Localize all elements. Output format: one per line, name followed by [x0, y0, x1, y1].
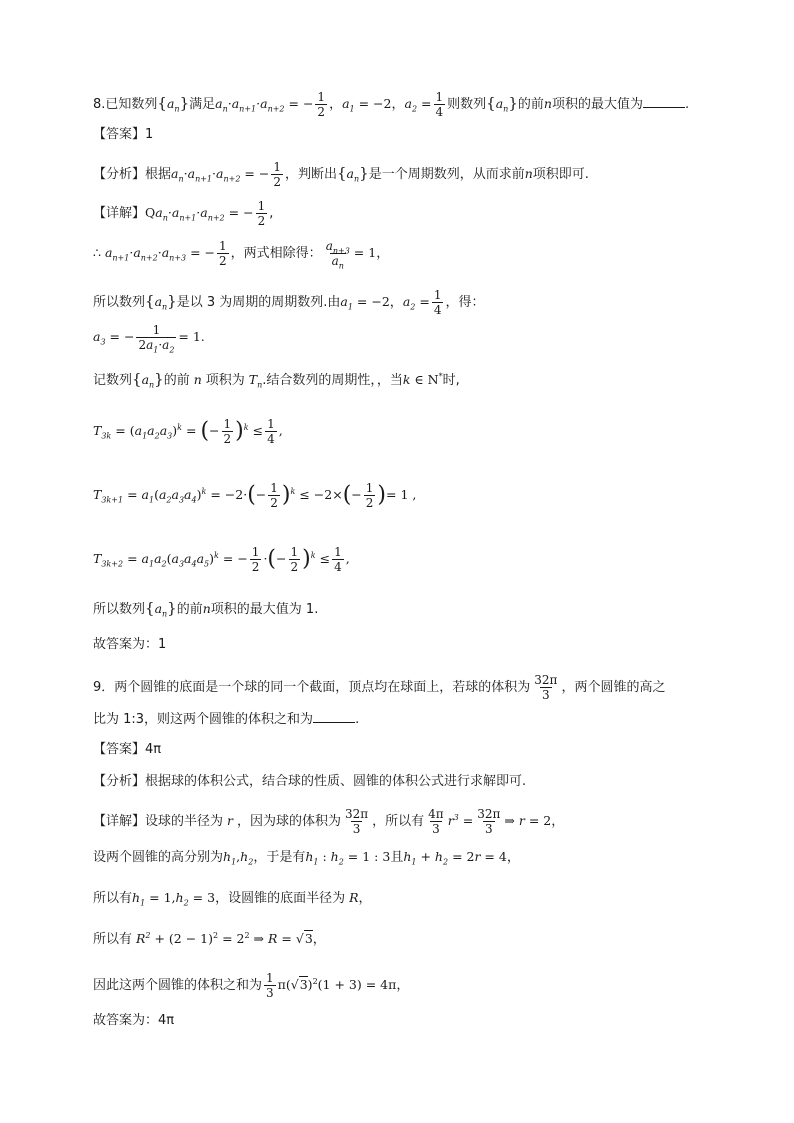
q8-answer: 【答案】1: [93, 127, 154, 142]
q8-final-answer: 故答案为：1: [93, 637, 167, 652]
q8-conclusion: 所以数列$\{a_n\}$的前n项积的最大值为 1.: [93, 599, 319, 619]
formula-a1: $a_1 = -2$: [342, 96, 392, 114]
q8-formula-T3k2: $T_{3k+2} = a_1a_2(a_3a_4a_5)^k$ = − $\frac{1}{2}$ ·(− $\frac{1}{2}$ )$^k$ ≤ $\frac{1}{4}$ ,: [93, 545, 350, 574]
q9-analysis: 【分析】根据球的体积公式，结合球的性质、圆锥的体积公式进行求解即可.: [93, 774, 527, 789]
q8-detail: 【详解】$Qa_n\cdot a_{n+1}\cdot a_{n+2}$ = − $\frac{1}{2}$ ,: [93, 199, 274, 228]
question-9-stem-2: 比为 1:3，则这两个圆锥的体积之和为 .: [93, 712, 360, 727]
q9-final-answer: 故答案为：4π: [93, 1013, 175, 1028]
answer-blank: [643, 96, 685, 108]
q9-detail-line-3: 所以有 $R^2 + (2 - 1)^2 = 2^2$ ⇒ R = √3，: [93, 930, 326, 947]
formula-product: $a_n\cdot a_{n+1}\cdot a_{n+2}$ = − $\frac{1}{2}$: [215, 90, 326, 119]
answer-blank: [313, 711, 355, 723]
q8-detail-line-1: ∴ $a_{n+1}\cdot a_{n+2}\cdot a_{n+3}$ = − $\frac{1}{2}$ ，两式相除得： $\frac{a_{n+3}}{a_n}$ = 1，: [93, 239, 390, 271]
q9-answer: 【答案】4π: [93, 742, 162, 757]
q8-detail-line-4: 记数列$\{a_n\}$的前 n 项积为 $T_n$.结合数列的周期性，，当k ∈ N*时,: [93, 370, 460, 390]
formula-a2: $a_2$ = $\frac{1}{4}$: [404, 90, 444, 119]
q9-detail-line-1: 设两个圆锥的高分别为$h_1,h_2$，于是有$h_1$ : $h_2 = 1$ : 3且$h_1 + h_2 = 2r = 4$，: [93, 849, 520, 867]
q9-detail: 【详解】设球的半径为 r ，因为球的体积为 $\frac{32\pi}{3}$ ，所以有 $\frac{4\pi}{3}$ $r^3$ = $\frac{32\pi}{3}$ ⇒ r = 2，: [93, 807, 565, 836]
q9-detail-line-4: 因此这两个圆锥的体积之和为 $\frac{1}{3}$ $\pi(√3)^2(1 + 3) = 4\pi$，: [93, 971, 410, 1000]
q8-detail-line-2: 所以数列$\{a_n\}$是以 3 为周期的周期数列.由$a_1 = -2$，$a_2$ = $\frac{1}{4}$ ，得：: [93, 288, 485, 317]
q8-detail-line-3: $a_3$ = − $\frac{1}{2a_1\cdot a_2}$ = 1.: [93, 323, 205, 355]
seq-set: $\{a_n\}$: [157, 94, 190, 114]
q8-analysis: 【分析】根据$a_n\cdot a_{n+1}\cdot a_{n+2}$ = − $\frac{1}{2}$ ，判断出$\{a_n\}$是一个周期数列，从而求前n项积即可.: [93, 160, 589, 189]
q8-formula-T3k: $T_{3k} = (a_1a_2a_3)^k$ = (− $\frac{1}{2}$ )$^k$ ≤ $\frac{1}{4}$ ,: [93, 417, 283, 446]
q9-detail-line-2: 所以有$h_1 = 1,h_2 = 3$，设圆锥的底面半径为 R，: [93, 890, 372, 908]
question-8-stem: 8.已知数列$\{a_n\}$满足$a_n\cdot a_{n+1}\cdot a_{n+2}$ = − $\frac{1}{2}$ ，$a_1 = -2$，$a_2$ = $\frac{1}{4}$ 则数列$\{a_n\}$的前n项积的最大值为 .: [93, 90, 690, 119]
q8-formula-T3k1: $T_{3k+1} = a_1(a_2a_3a_4)^k = -2\cdot(-$ $\frac{1}{2}$ )$^k$ ≤ −2×(− $\frac{1}{2}$ )= 1 ,: [93, 481, 417, 510]
question-9-stem-1: 9．两个圆锥的底面是一个球的同一个截面，顶点均在球面上，若球的体积为 $\frac{32\pi}{3}$ ，两个圆锥的高之: [93, 673, 666, 702]
